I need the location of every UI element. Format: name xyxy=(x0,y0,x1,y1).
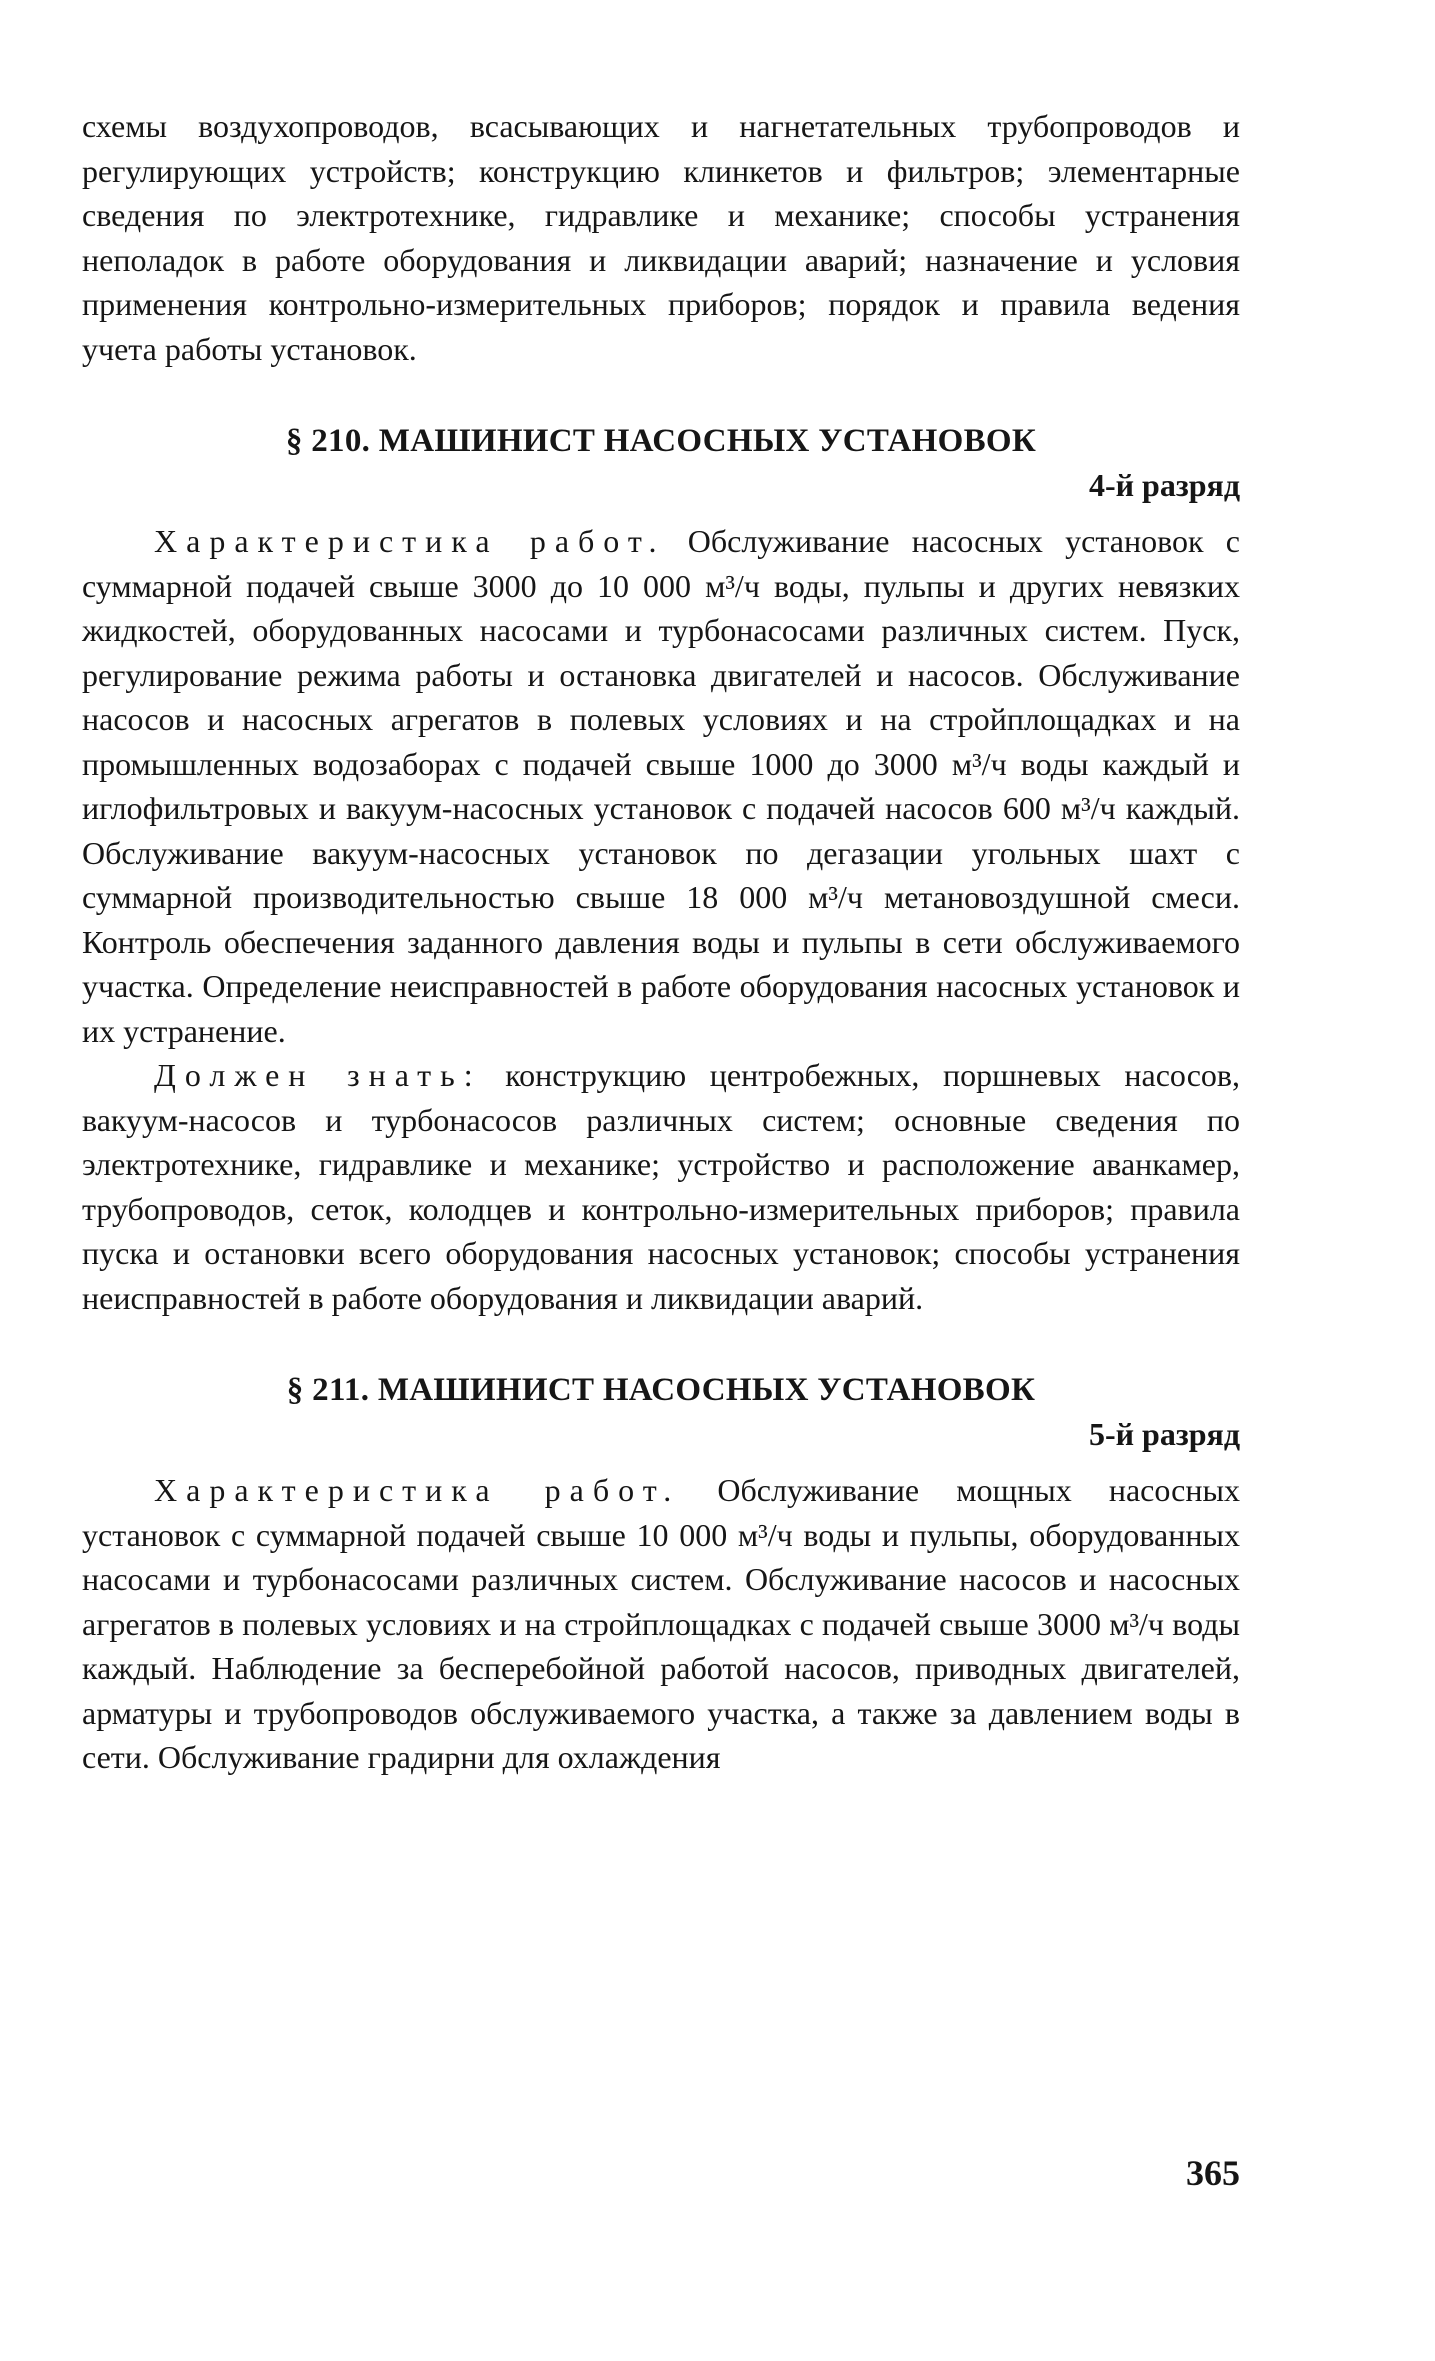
section-210-know-label: Должен знать: xyxy=(154,1057,482,1093)
section-210-work-label: Характеристика работ. xyxy=(154,523,666,559)
intro-paragraph: схемы воздухопроводов, всасывающих и нагнетательных трубопроводов и регулирующих устройств; конструкцию клинкетов и фильтров; элементарные сведения по электротехнике, гидравлике и механике; способы устранения неполадок в работе оборудования и ликвидации аварий; назначение и условия применения контрольно-измерительных приборов; порядок и правила ведения учета работы установок. xyxy=(82,108,1240,367)
section-211-work-paragraph xyxy=(82,1468,1240,1780)
section-210-work-paragraph xyxy=(82,519,1240,1053)
section-211-heading: § 211. МАШИНИСТ НАСОСНЫХ УСТАНОВОК xyxy=(286,1372,1036,1408)
section-210-heading: § 210. МАШИНИСТ НАСОСНЫХ УСТАНОВОК xyxy=(285,423,1037,459)
page-number: 365 xyxy=(1186,2153,1240,2193)
section-211-rank: 5-й разряд xyxy=(1088,1416,1240,1452)
section-210-know-text: конструкцию центробежных, поршневых насосов, вакуум-насосов и турбонасосов различных систем; основные сведения по электротехнике, гидравлике и механике; устройство и расположение аванкамер, трубопроводов, сеток, колодцев и контрольно-измерительных приборов; правила пуска и остановки всего оборудования насосных установок; способы устранения неисправностей в работе оборудования и ликвидации аварий. xyxy=(82,1057,1240,1316)
section-211-work-label: Характеристика работ. xyxy=(154,1472,681,1508)
section-211-work-text: Обслуживание мощных насосных установок с суммарной подачей свыше 10 000 м³/ч воды и пульпы, оборудованных насосами и турбонасосами различных систем. Обслуживание насосов и насосных агрегатов в полевых условиях и на стройплощадках с подачей свыше 3000 м³/ч воды каждый. Наблюдение за бесперебойной работой насосов, приводных двигателей, арматуры и трубопроводов обслуживаемого участка, а также за давлением воды в сети. Обслуживание градирни для охлаждения xyxy=(82,1472,1240,1775)
page-body xyxy=(82,104,1240,1780)
section-210-rank: 4-й разряд xyxy=(1088,467,1240,503)
section-210-know-paragraph xyxy=(82,1053,1240,1320)
section-210-work-text: Обслуживание насосных установок с суммарной подачей свыше 3000 до 10 000 м³/ч воды, пульпы и других невязких жидкостей, оборудованных насосами и турбонасосами различных систем. Пуск, регулирование режима работы и остановка двигателей и насосов. Обслуживание насосов и насосных агрегатов в полевых условиях и на стройплощадках и на промышленных водозаборах с подачей свыше 1000 до 3000 м³/ч воды каждый и иглофильтровых и вакуум-насосных установок с подачей насосов 600 м³/ч каждый. Обслуживание вакуум-насосных установок по дегазации угольных шахт с суммарной производительностью свыше 18 000 м³/ч метановоздушной смеси. Контроль обеспечения заданного давления воды и пульпы в сети обслуживаемого участка. Определение неисправностей в работе оборудования насосных установок и их устранение. xyxy=(82,523,1240,1049)
